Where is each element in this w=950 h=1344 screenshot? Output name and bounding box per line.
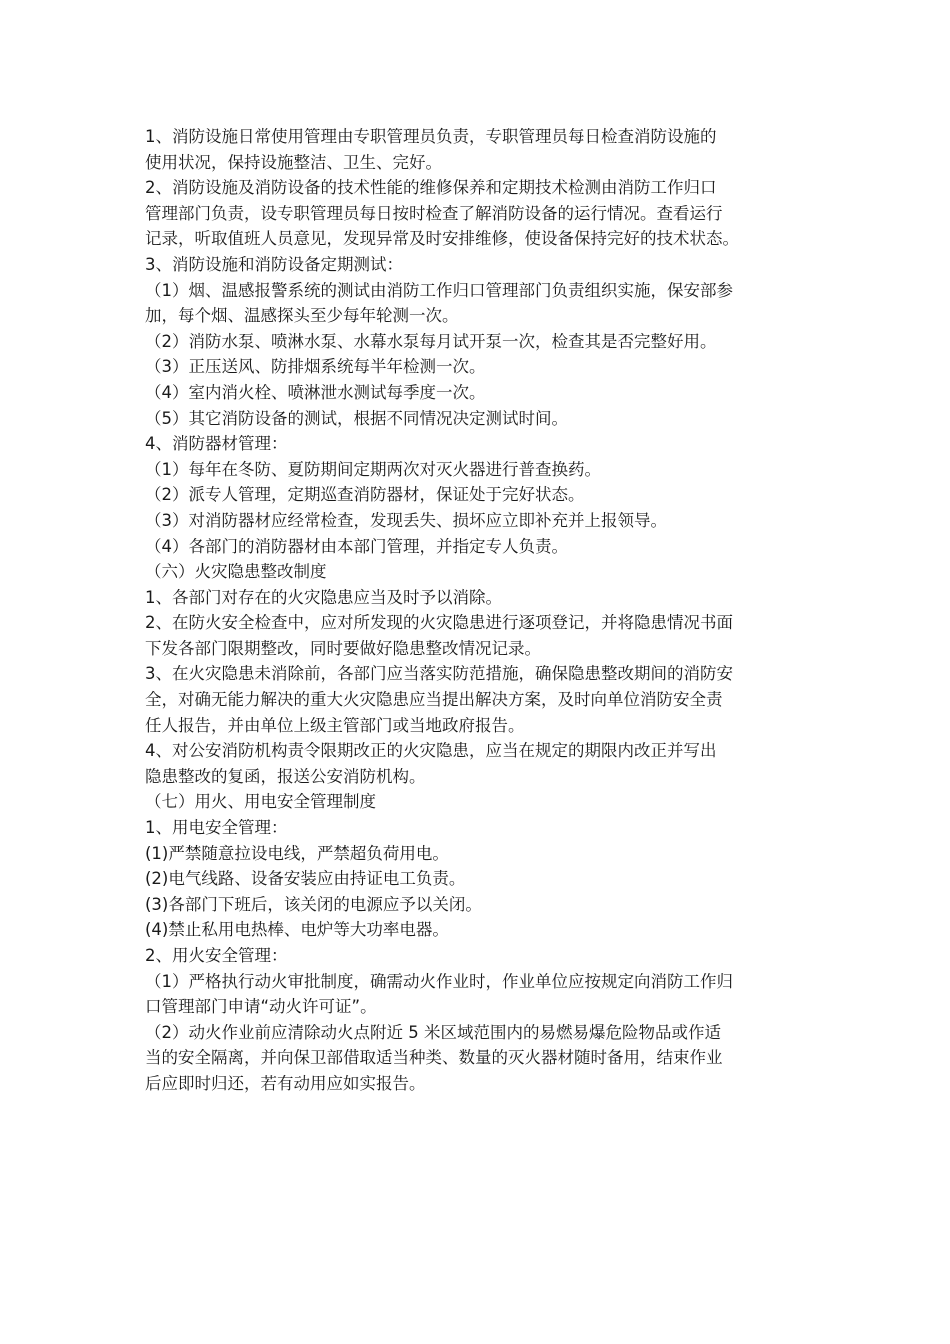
text-line: (3)各部门下班后，该关闭的电源应予以关闭。 (145, 894, 482, 914)
text-line: （2）动火作业前应清除动火点附近 5 米区域范围内的易燃易爆危险物品或作适 (145, 1022, 721, 1042)
text-line: 任人报告，并由单位上级主管部门或当地政府报告。 (145, 715, 525, 735)
text-line: 当的安全隔离，并向保卫部借取适当种类、数量的灭火器材随时备用，结束作业 (145, 1048, 723, 1068)
text-line: （3）对消防器材应经常检查，发现丢失、损坏应立即补充并上报领导。 (145, 510, 667, 530)
text-line: 后应即时归还，若有动用应如实报告。 (145, 1073, 426, 1093)
text-line: 4、对公安消防机构责令限期改正的火灾隐患，应当在规定的期限内改正并写出 (145, 741, 717, 761)
text-line: （2）消防水泵、喷淋水泵、水幕水泵每月试开泵一次，检查其是否完整好用。 (145, 331, 717, 351)
section-heading: （六）火灾隐患整改制度 (145, 562, 327, 582)
section-heading: 4、消防器材管理： (145, 434, 288, 454)
text-line: 加，每个烟、温感探头至少每年轮测一次。 (145, 306, 459, 326)
text-line: 2、消防设施及消防设备的技术性能的维修保养和定期技术检测由消防工作归口 (145, 178, 717, 198)
text-line: 3、在火灾隐患未消除前，各部门应当落实防范措施，确保隐患整改期间的消防安 (145, 664, 733, 684)
text-line: 2、在防火安全检查中，应对所发现的火灾隐患进行逐项登记，并将隐患情况书面 (145, 613, 733, 633)
text-line: 记录，听取值班人员意见，发现异常及时安排维修，使设备保持完好的技术状态。 (145, 229, 739, 249)
document-body (145, 124, 835, 1097)
text-line: （1）严格执行动火审批制度，确需动火作业时，作业单位应按规定向消防工作归 (145, 971, 733, 991)
text-line: 全，对确无能力解决的重大火灾隐患应当提出解决方案，及时向单位消防安全责 (145, 690, 723, 710)
text-line: (1)严禁随意拉设电线，严禁超负荷用电。 (145, 843, 449, 863)
text-line: 下发各部门限期整改，同时要做好隐患整改情况记录。 (145, 638, 541, 658)
section-heading: （七）用火、用电安全管理制度 (145, 792, 376, 812)
text-line: （4）各部门的消防器材由本部门管理，并指定专人负责。 (145, 536, 568, 556)
section-heading: 1、用电安全管理： (145, 818, 288, 838)
text-line: (2)电气线路、设备安装应由持证电工负责。 (145, 869, 466, 889)
text-line: （2）派专人管理，定期巡查消防器材，保证处于完好状态。 (145, 485, 585, 505)
text-line: 1、各部门对存在的火灾隐患应当及时予以消除。 (145, 587, 502, 607)
text-line: 隐患整改的复函，报送公安消防机构。 (145, 766, 426, 786)
text-line: 使用状况，保持设施整洁、卫生、完好。 (145, 152, 442, 172)
section-heading: 3、消防设施和消防设备定期测试： (145, 254, 403, 274)
text-line: 管理部门负责，设专职管理员每日按时检查了解消防设备的运行情况。查看运行 (145, 203, 723, 223)
text-line: 1、消防设施日常使用管理由专职管理员负责，专职管理员每日检查消防设施的 (145, 127, 717, 146)
text-line: （4）室内消火栓、喷淋泄水测试每季度一次。 (145, 382, 486, 402)
text-line: （1）每年在冬防、夏防期间定期两次对灭火器进行普查换药。 (145, 459, 601, 479)
section-heading: 2、用火安全管理： (145, 946, 288, 965)
text-line: (4)禁止私用电热棒、电炉等大功率电器。 (145, 920, 449, 940)
text-line: （5）其它消防设备的测试，根据不同情况决定测试时间。 (145, 408, 568, 428)
text-line: 口管理部门申请“动火许可证”。 (145, 997, 377, 1017)
text-line: （3）正压送风、防排烟系统每半年检测一次。 (145, 357, 486, 377)
text-line: （1）烟、温感报警系统的测试由消防工作归口管理部门负责组织实施，保安部参 (145, 280, 733, 300)
